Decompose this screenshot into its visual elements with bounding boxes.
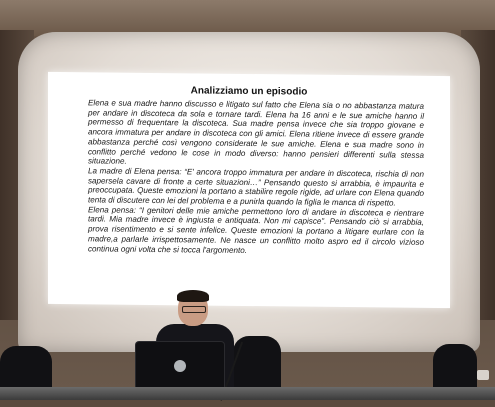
laptop-logo-icon (174, 360, 186, 372)
ceiling (0, 0, 495, 36)
slide-paragraph: Elena pensa: “I genitori delle mie amiche permettono loro di andare in discoteca e rientrare tardi. Mia madre invece è ingiusta e antiquata. Non mi capisce”. Pensando ciò si arrabbia, prova risentimento e si sente infelice. Queste emozioni la portano a litigare eurlare con la madre,a parlarle irrispettosamente. Ne nasce un conflitto molto aspro ed il circolo vizioso continua ogni volta che si tocca l'argomento. (88, 205, 424, 255)
glasses-icon (182, 306, 206, 313)
table-edge (0, 387, 495, 400)
slide-paragraph: La madre di Elena pensa: “E' ancora troppo immatura per andare in discoteca, rischia di non sapersela cavare di fronte a certe situazioni…” Pensando questo si arrabbia, è impaurita e preoccupata. Queste emozioni la portano a stabilire regole rigide, ad urlare con Elena quando tenta di discutere con lei del problema e a punirla quando la figlia le manca di rispetto. (88, 166, 424, 208)
speaker-hair (177, 290, 209, 302)
projected-slide (48, 72, 450, 308)
slide-body (88, 98, 424, 257)
slide-title: Analizziamo un episodio (190, 85, 308, 98)
slide-paragraph: Elena e sua madre hanno discusso e litigato sul fatto che Elena sia o no abbastanza matura per andare in discoteca da sola e tornare tardi. Elena ha 16 anni e le sue amiche hanno il permesso di frequentare la discoteca. Sua madre pensa invece che sia troppo giovane e ancora immatura per andare in discoteca con gli amici. Elena ritiene invece di essere grande abbastanza perché così vengono considerate le sue amiche. Elena e sua madre sono in conflitto perché vedono le cose in modo diverso: hanno pensieri differenti sulla stessa situazione. (88, 98, 424, 166)
wall-sign (477, 370, 489, 380)
